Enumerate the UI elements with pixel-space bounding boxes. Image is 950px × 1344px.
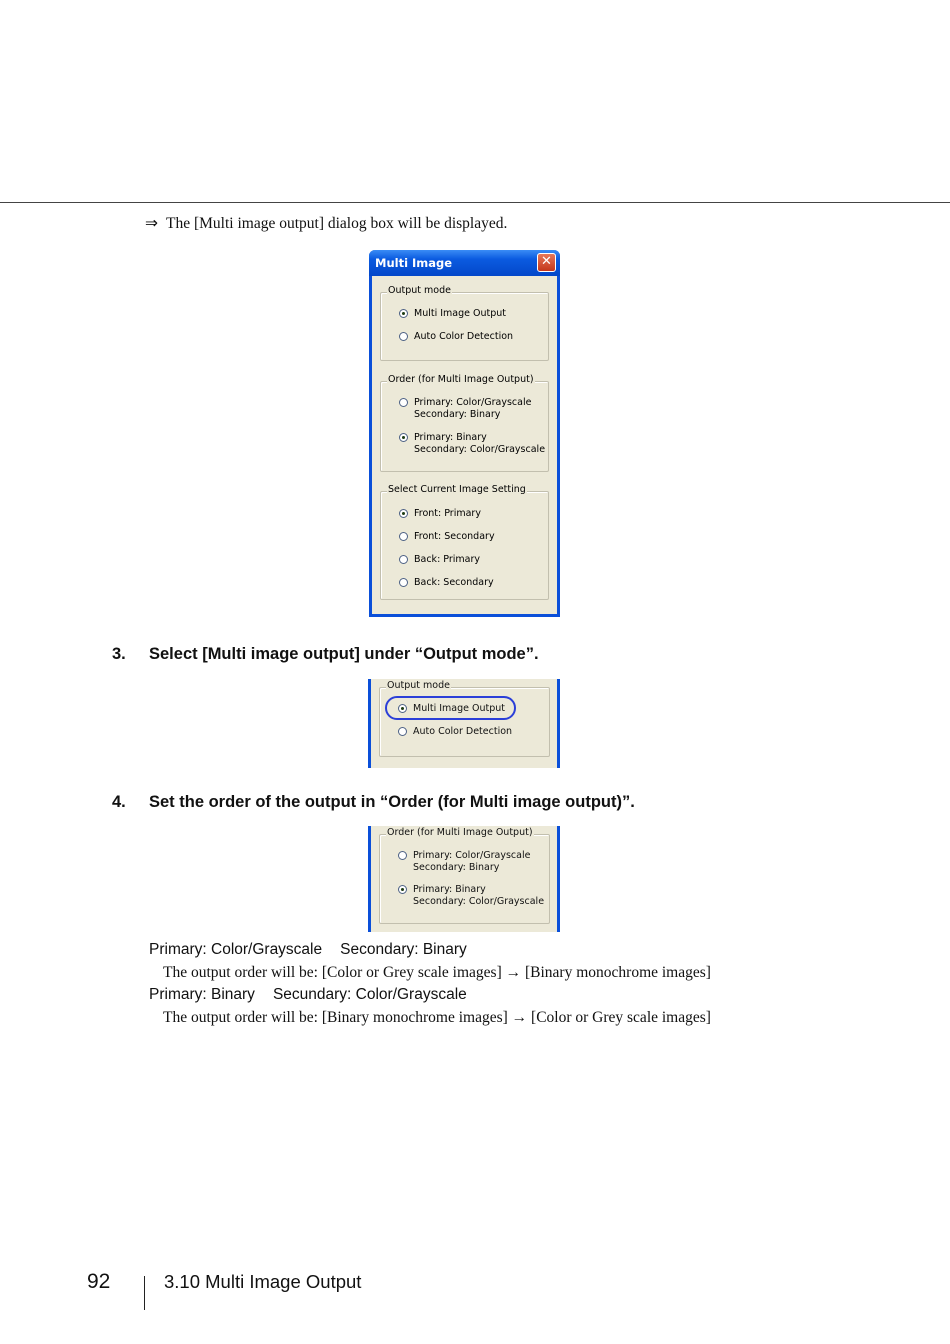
radio-label-line2: Secondary: Binary [413,861,500,873]
radio-empty-icon[interactable] [398,727,407,736]
order-excerpt [368,826,560,932]
option-b-secondary: Secundary: Color/Grayscale [272,986,467,1003]
header-rule [0,202,950,203]
intro-line [145,214,507,233]
option-b-result: The output order will be: [Binary monochrome images] → [Color or Grey scale images] [163,1009,711,1026]
radio-selected-icon[interactable] [399,509,408,518]
radio-selected-icon[interactable] [399,309,408,318]
close-button[interactable] [537,253,556,272]
radio-label: Front: Primary [414,508,481,519]
radio-label: Primary: Binary [413,884,486,895]
option-a-heading [149,941,467,959]
radio-label: Primary: Binary [414,432,487,443]
radio-label: Back: Primary [414,554,480,565]
close-icon: ✕ [541,254,552,269]
footer-divider [144,1276,145,1310]
step-text: Set the order of the output in “Order (for Multi image output)”. [149,793,635,811]
dialog-titlebar[interactable] [369,250,560,276]
order-title: Order (for Multi Image Output) [387,827,533,838]
highlight-ellipse [385,696,516,720]
option-a-result: The output order will be: [Color or Grey scale images] → [Binary monochrome images] [163,964,711,981]
order-group [379,827,550,924]
radio-empty-icon[interactable] [399,398,408,407]
radio-label-line2: Secondary: Color/Grayscale [413,895,545,907]
multi-image-dialog [369,250,560,617]
radio-label: Primary: Color/Grayscale [414,397,532,408]
page-number: 92 [87,1270,111,1293]
radio-selected-icon[interactable] [398,885,407,894]
radio-label-line2: Secondary: Color/Grayscale [414,443,546,455]
option-a-primary: Primary: Color/Grayscale [149,941,323,958]
output-mode-title: Output mode [387,680,450,691]
step-text: Select [Multi image output] under “Output mode”. [149,645,539,663]
current-setting-title: Select Current Image Setting [388,484,526,495]
output-mode-title: Output mode [388,285,451,296]
radio-label: Primary: Color/Grayscale [413,850,531,861]
output-mode-group [380,285,549,361]
radio-label-line2: Secondary: Binary [414,408,501,420]
order-group [380,374,549,472]
step-number: 3. [112,645,126,663]
radio-label: Back: Secondary [414,577,494,588]
radio-label: Front: Secondary [414,531,495,542]
intro-text: The [Multi image output] dialog box will be displayed. [166,215,508,232]
radio-label: Auto Color Detection [414,331,514,342]
option-b-heading [149,986,467,1004]
current-setting-group [380,484,549,600]
dialog-title: Multi Image [375,256,453,270]
radio-empty-icon[interactable] [398,851,407,860]
radio-label: Multi Image Output [414,308,507,319]
radio-selected-icon[interactable] [399,433,408,442]
result-arrow-icon: ⇒ [145,215,158,232]
radio-empty-icon[interactable] [399,332,408,341]
radio-label: Multi Image Output [413,703,506,714]
option-b-primary: Primary: Binary [149,986,255,1003]
radio-empty-icon[interactable] [399,578,408,587]
section-title: 3.10 Multi Image Output [164,1271,362,1292]
order-title: Order (for Multi Image Output) [388,374,534,385]
output-mode-excerpt [368,679,560,768]
radio-empty-icon[interactable] [399,555,408,564]
step-number: 4. [112,793,126,811]
radio-label: Auto Color Detection [413,726,513,737]
option-a-secondary: Secondary: Binary [340,941,467,958]
radio-empty-icon[interactable] [399,532,408,541]
